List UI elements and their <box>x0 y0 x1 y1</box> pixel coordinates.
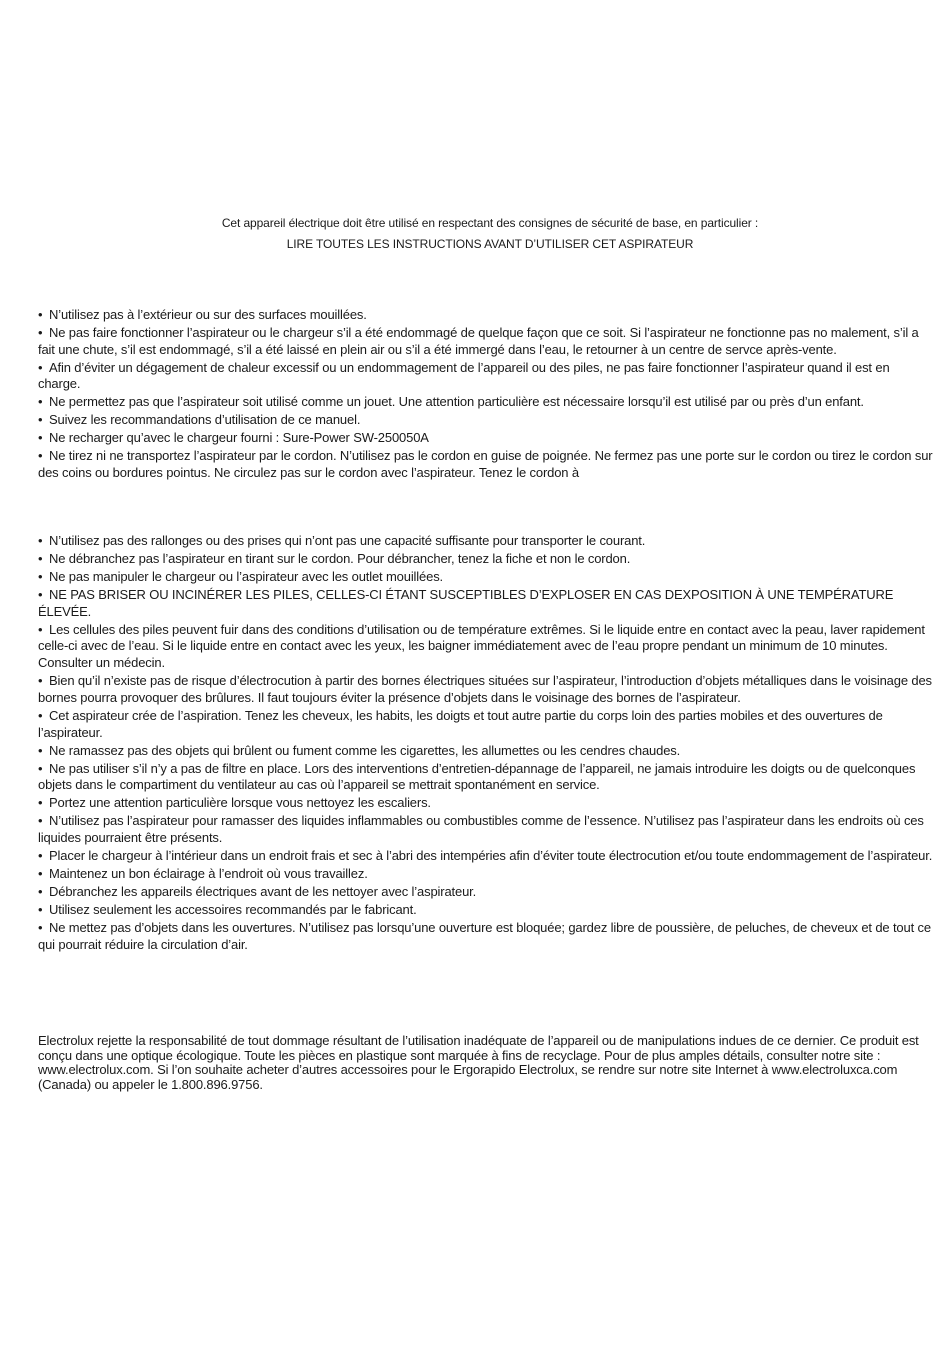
list-item: • Les cellules des piles peuvent fuir dans des conditions d’utilisation ou de température extrêmes. Si le liquide entre en contact avec la peau, laver rapidement celle-ci avec de l’eau. Si le liquide entre en contact avec les yeux, les baigner immédiatement avec de l’eau propre pendant un minimum de 10 minutes. Consulter un médecin. <box>38 621 925 671</box>
bullet-icon: • <box>38 448 43 464</box>
list-item: • NE PAS BRISER OU INCINÉRER LES PILES, CELLES-CI ÉTANT SUSCEPTIBLES D’EXPLOSER EN CAS DEXPOSITION À UNE TEMPÉRATURE ÉLEVÉE. <box>38 587 894 619</box>
bullet-icon: • <box>38 883 43 899</box>
list-item: • N’utilisez pas des rallonges ou des prises qui n’ont pas une capacité suffisante pour transporter le courant. <box>38 533 646 548</box>
bullet-icon: • <box>38 412 43 428</box>
list-item: • Maintenez un bon éclairage à l’endroit où vous travaillez. <box>38 865 368 881</box>
bullet-icon: • <box>38 865 43 881</box>
bullet-icon: • <box>38 760 43 776</box>
intro-heading: LIRE TOUTES LES INSTRUCTIONS AVANT D’UTILISER CET ASPIRATEUR <box>286 237 694 251</box>
bullet-icon: • <box>38 707 43 723</box>
list-item: • N’utilisez pas à l’extérieur ou sur des surfaces mouillées. <box>38 307 367 322</box>
list-item: • Placer le chargeur à l’intérieur dans un endroit frais et sec à l’abri des intempéries afin d’éviter toute électrocution et/ou toute endommagement de l’aspirateur. <box>38 847 933 863</box>
bullet-icon: • <box>38 621 43 637</box>
intro-statement: Cet appareil électrique doit être utilisé en respectant des consignes de sécurité de base, en particulier : <box>221 216 759 230</box>
bullet-icon: • <box>38 813 43 829</box>
list-item: • Ne permettez pas que l’aspirateur soit utilisé comme un jouet. Une attention particulière est nécessaire lorsqu’il est utilisé par ou près d’un enfant. <box>38 394 864 410</box>
bullet-icon: • <box>38 919 43 935</box>
bullet-icon: • <box>38 742 43 758</box>
list-item: • Bien qu’il n’existe pas de risque d’électrocution à partir des bornes électriques situées sur l’aspirateur, l’introduction d’objets métalliques dans le voisinage des bornes pourra provoquer des brûlures. Il faut toujours éviter la présence d’objets dans le voisinage des bornes de l’aspirateur. <box>38 673 932 705</box>
list-item: • Ne débranchez pas l’aspirateur en tirant sur le cordon. Pour débrancher, tenez la fiche et non le cordon. <box>38 551 631 566</box>
list-item: • Afin d’éviter un dégagement de chaleur excessif ou un endommagement de l’appareil ou des piles, ne pas faire fonctionner l’aspirateur quand il est en charge. <box>38 359 890 392</box>
list-item: • Ne pas manipuler le chargeur ou l’aspirateur avec les outlet mouillées. <box>38 569 444 584</box>
list-item: • Cet aspirateur crée de l’aspiration. Tenez les cheveux, les habits, les doigts et tout autre partie du corps loin des parties mobiles et des ouvertures de l’aspirateur. <box>38 707 883 740</box>
bullet-icon: • <box>38 569 43 584</box>
bullet-icon: • <box>38 533 43 548</box>
bullet-icon: • <box>38 795 43 811</box>
bullet-icon: • <box>38 901 43 917</box>
list-item: • Débranchez les appareils électriques avant de les nettoyer avec l’aspirateur. <box>38 883 477 899</box>
list-item: • Ne mettez pas d’objets dans les ouvertures. N’utilisez pas lorsqu’une ouverture est bloquée; gardez libre de poussière, de peluches, de cheveux et de tout ce qui pourrait réduire la circulation d’air. <box>38 919 931 952</box>
bullet-icon: • <box>38 847 43 863</box>
list-item: • Suivez les recommandations d’utilisation de ce manuel. <box>38 412 361 428</box>
list-item: • Portez une attention particulière lorsque vous nettoyez les escaliers. <box>38 795 431 811</box>
bullet-icon: • <box>38 307 43 322</box>
bullet-icon: • <box>38 325 43 340</box>
safety-list-2 <box>38 533 933 955</box>
list-item: • Utilisez seulement les accessoires recommandés par le fabricant. <box>38 901 417 917</box>
list-item: • N’utilisez pas l’aspirateur pour ramasser des liquides inflammables ou combustibles comme de l’essence. N’utilisez pas l’aspirateur dans les endroits où ces liquides pourraient être présents. <box>38 813 924 845</box>
bullet-icon: • <box>38 673 43 689</box>
list-item: • Ne pas faire fonctionner l’aspirateur ou le chargeur s’il a été endommagé de quelque façon que ce soit. Si l’aspirateur ne fonctionne pas no malement, s’il a fait une chute, s’il est endommagé, s’il a été laissé en plein air ou s’il a été immergé dans l’eau, le retourner à un centre de servce après-vente. <box>38 325 919 357</box>
safety-list-1 <box>38 307 933 483</box>
list-item: • Ne tirez ni ne transportez l’aspirateur par le cordon. N’utilisez pas le cordon en guise de poignée. Ne fermez pas une porte sur le cordon ou tirez le cordon sur des coins ou bordures pointus. Ne circulez pas sur le cordon avec l’aspirateur. Tenez le cordon à <box>38 448 933 481</box>
bullet-icon: • <box>38 394 43 410</box>
list-item: • Ne pas utiliser s’il n’y a pas de filtre en place. Lors des interventions d’entretien-dépannage de l’appareil, ne jamais introduire les doigts ou de quelconques objets dans le compartiment du ventilateur au cas où l’appareil se mettrait spontanément en service. <box>38 760 916 793</box>
bullet-icon: • <box>38 359 43 375</box>
list-item: • Ne ramassez pas des objets qui brûlent ou fument comme les cigarettes, les allumettes ou les cendres chaudes. <box>38 742 681 758</box>
disclaimer-paragraph: Electrolux rejette la responsabilité de tout dommage résultant de l’utilisation inadéquate de l’appareil ou de manipulations indues de ce dernier. Ce produit est conçu dans une optique écologique. Toute les pièces en plastique sont marquée à fins de recyclage. Pour de plus amples détails, consulter notre site : www.electrolux.com. Si l’on souhaite acheter d’autres accessoires pour le Ergorapido Electrolux, se rendre sur notre site Internet à www.electroluxca.com (Canada) ou appeler le 1.800.896.9756. <box>38 1033 919 1092</box>
bullet-icon: • <box>38 551 43 566</box>
bullet-icon: • <box>38 587 43 602</box>
bullet-icon: • <box>38 430 43 446</box>
list-item: • Ne recharger qu’avec le chargeur fourni : Sure-Power SW-250050A <box>38 430 429 446</box>
safety-intro <box>40 216 940 258</box>
